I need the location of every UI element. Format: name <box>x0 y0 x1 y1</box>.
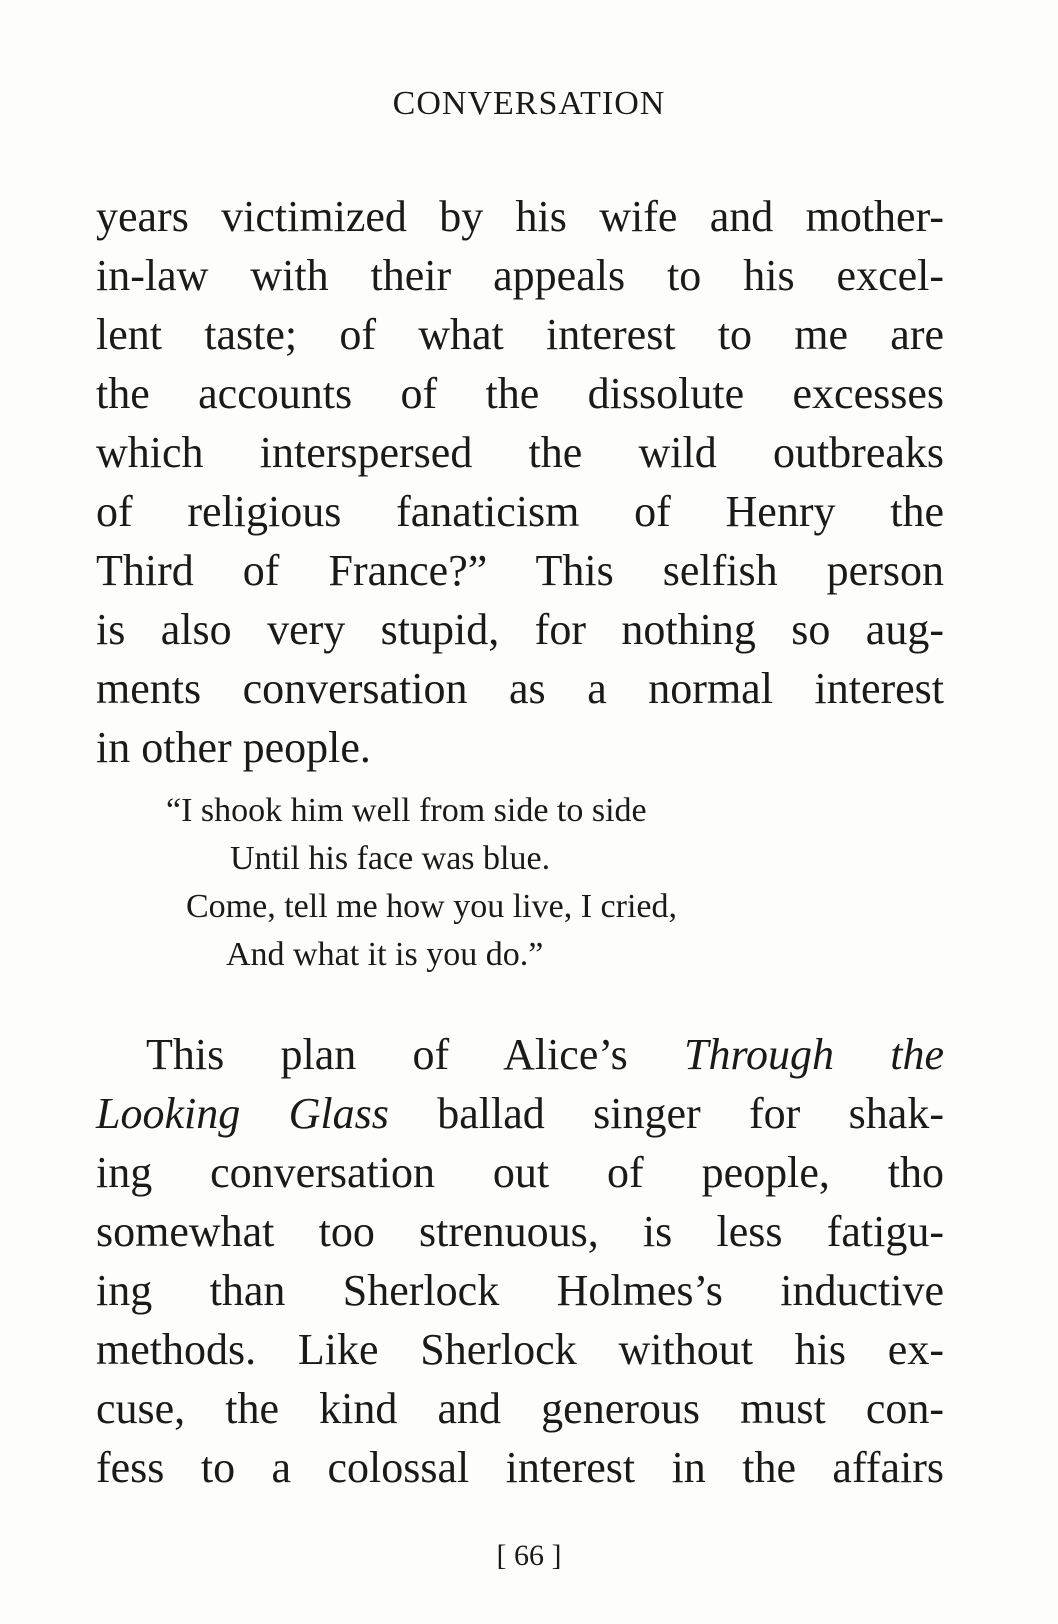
text-line: is also very stupid, for nothing so aug- <box>96 605 944 654</box>
book-title-italic: Through the <box>683 1030 944 1079</box>
text-line: Third of France?” This selfish person <box>96 546 944 595</box>
verse-line: And what it is you do.” <box>226 936 544 973</box>
text-line: lent taste; of what interest to me are <box>96 310 944 359</box>
text-line: ing conversation out of people, tho <box>96 1148 944 1197</box>
text-segment: This plan of Alice’s <box>146 1030 684 1079</box>
text-line: in-law with their appeals to his excel- <box>96 251 944 300</box>
text-line <box>96 1084 944 1143</box>
text-line: somewhat too strenuous, is less fatigu- <box>96 1207 944 1256</box>
text-line: methods. Like Sherlock without his ex- <box>96 1325 944 1374</box>
running-head: CONVERSATION <box>392 85 666 122</box>
text-line: fess to a colossal interest in the affairs <box>96 1443 944 1492</box>
verse-line: Until his face was blue. <box>230 840 551 877</box>
paragraph-1 <box>96 187 944 777</box>
text-line: ing than Sherlock Holmes’s inductive <box>96 1266 944 1315</box>
verse-line: Come, tell me how you live, I cried, <box>186 888 677 925</box>
text-segment: ballad singer for shak- <box>388 1089 944 1138</box>
text-line: cuse, the kind and generous must con- <box>96 1384 944 1433</box>
text-line: of religious fanaticism of Henry the <box>96 487 944 536</box>
text-line: which interspersed the wild outbreaks <box>96 428 944 477</box>
text-line: in other people. <box>96 723 371 772</box>
page-number: [ 66 ] <box>496 1539 562 1572</box>
text-line: ments conversation as a normal interest <box>96 664 944 713</box>
text-line: the accounts of the dissolute excesses <box>96 369 944 418</box>
verse-quotation <box>0 787 1058 979</box>
book-title-italic: Looking Glass <box>96 1089 389 1138</box>
verse-line: “I shook him well from side to side <box>166 792 647 829</box>
text-line <box>96 1025 944 1084</box>
paragraph-2 <box>96 1025 944 1497</box>
text-line: years victimized by his wife and mother- <box>96 192 944 241</box>
